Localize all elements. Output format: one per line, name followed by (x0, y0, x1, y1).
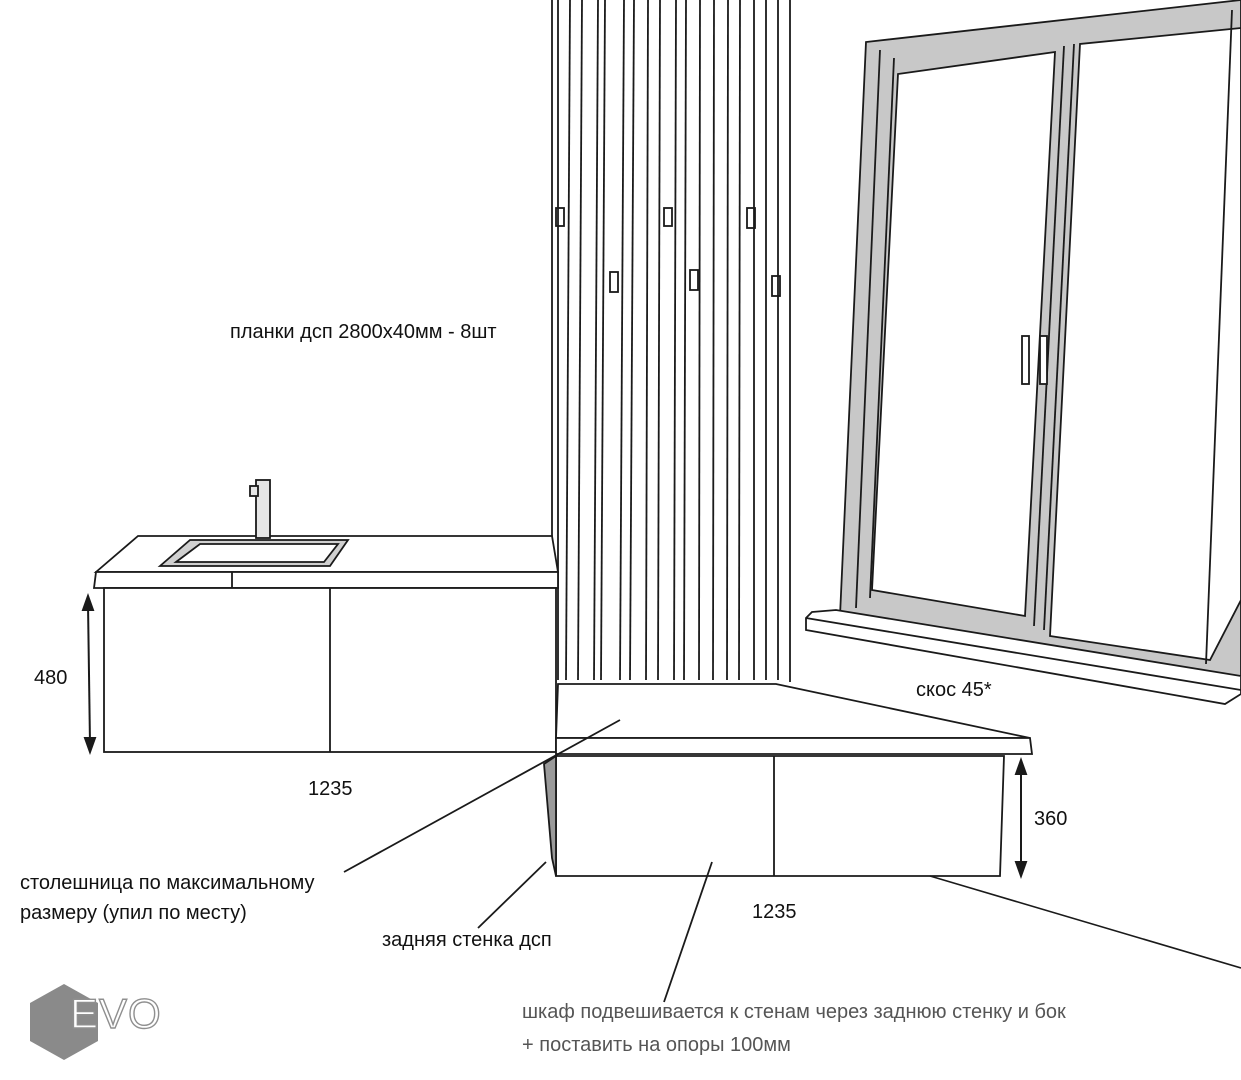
mount-note-line1: шкаф подвешивается к стенам через заднюю стенку и бок (522, 1001, 1066, 1023)
hook-icon (610, 272, 618, 292)
countertop-note-line2: размеру (упил по месту) (20, 902, 247, 924)
mount-note-line2: + поставить на опоры 100мм (522, 1034, 791, 1056)
bevel-label: скос 45* (916, 679, 992, 701)
left-height-dimension: 480 (34, 667, 68, 689)
right-width-dimension: 1235 (752, 901, 797, 923)
window-handle-icon (1040, 336, 1047, 384)
slats-label: планки дсп 2800x40мм - 8шт (230, 321, 497, 343)
faucet-icon (250, 480, 270, 538)
left-width-dimension: 1235 (308, 778, 353, 800)
window-handle-icon (1022, 336, 1029, 384)
sink-cabinet (94, 480, 558, 752)
evo-logo-text: EVO (70, 990, 162, 1037)
window (806, 0, 1241, 704)
right-height-dimension: 360 (1034, 808, 1068, 830)
back-wall-label: задняя стенка дсп (382, 929, 552, 951)
bench-cabinet (544, 684, 1032, 876)
hook-icon (690, 270, 698, 290)
slat-panel (552, 0, 790, 682)
hook-icon (664, 208, 672, 226)
countertop-note-line1: столешница по максимальному (20, 872, 315, 894)
